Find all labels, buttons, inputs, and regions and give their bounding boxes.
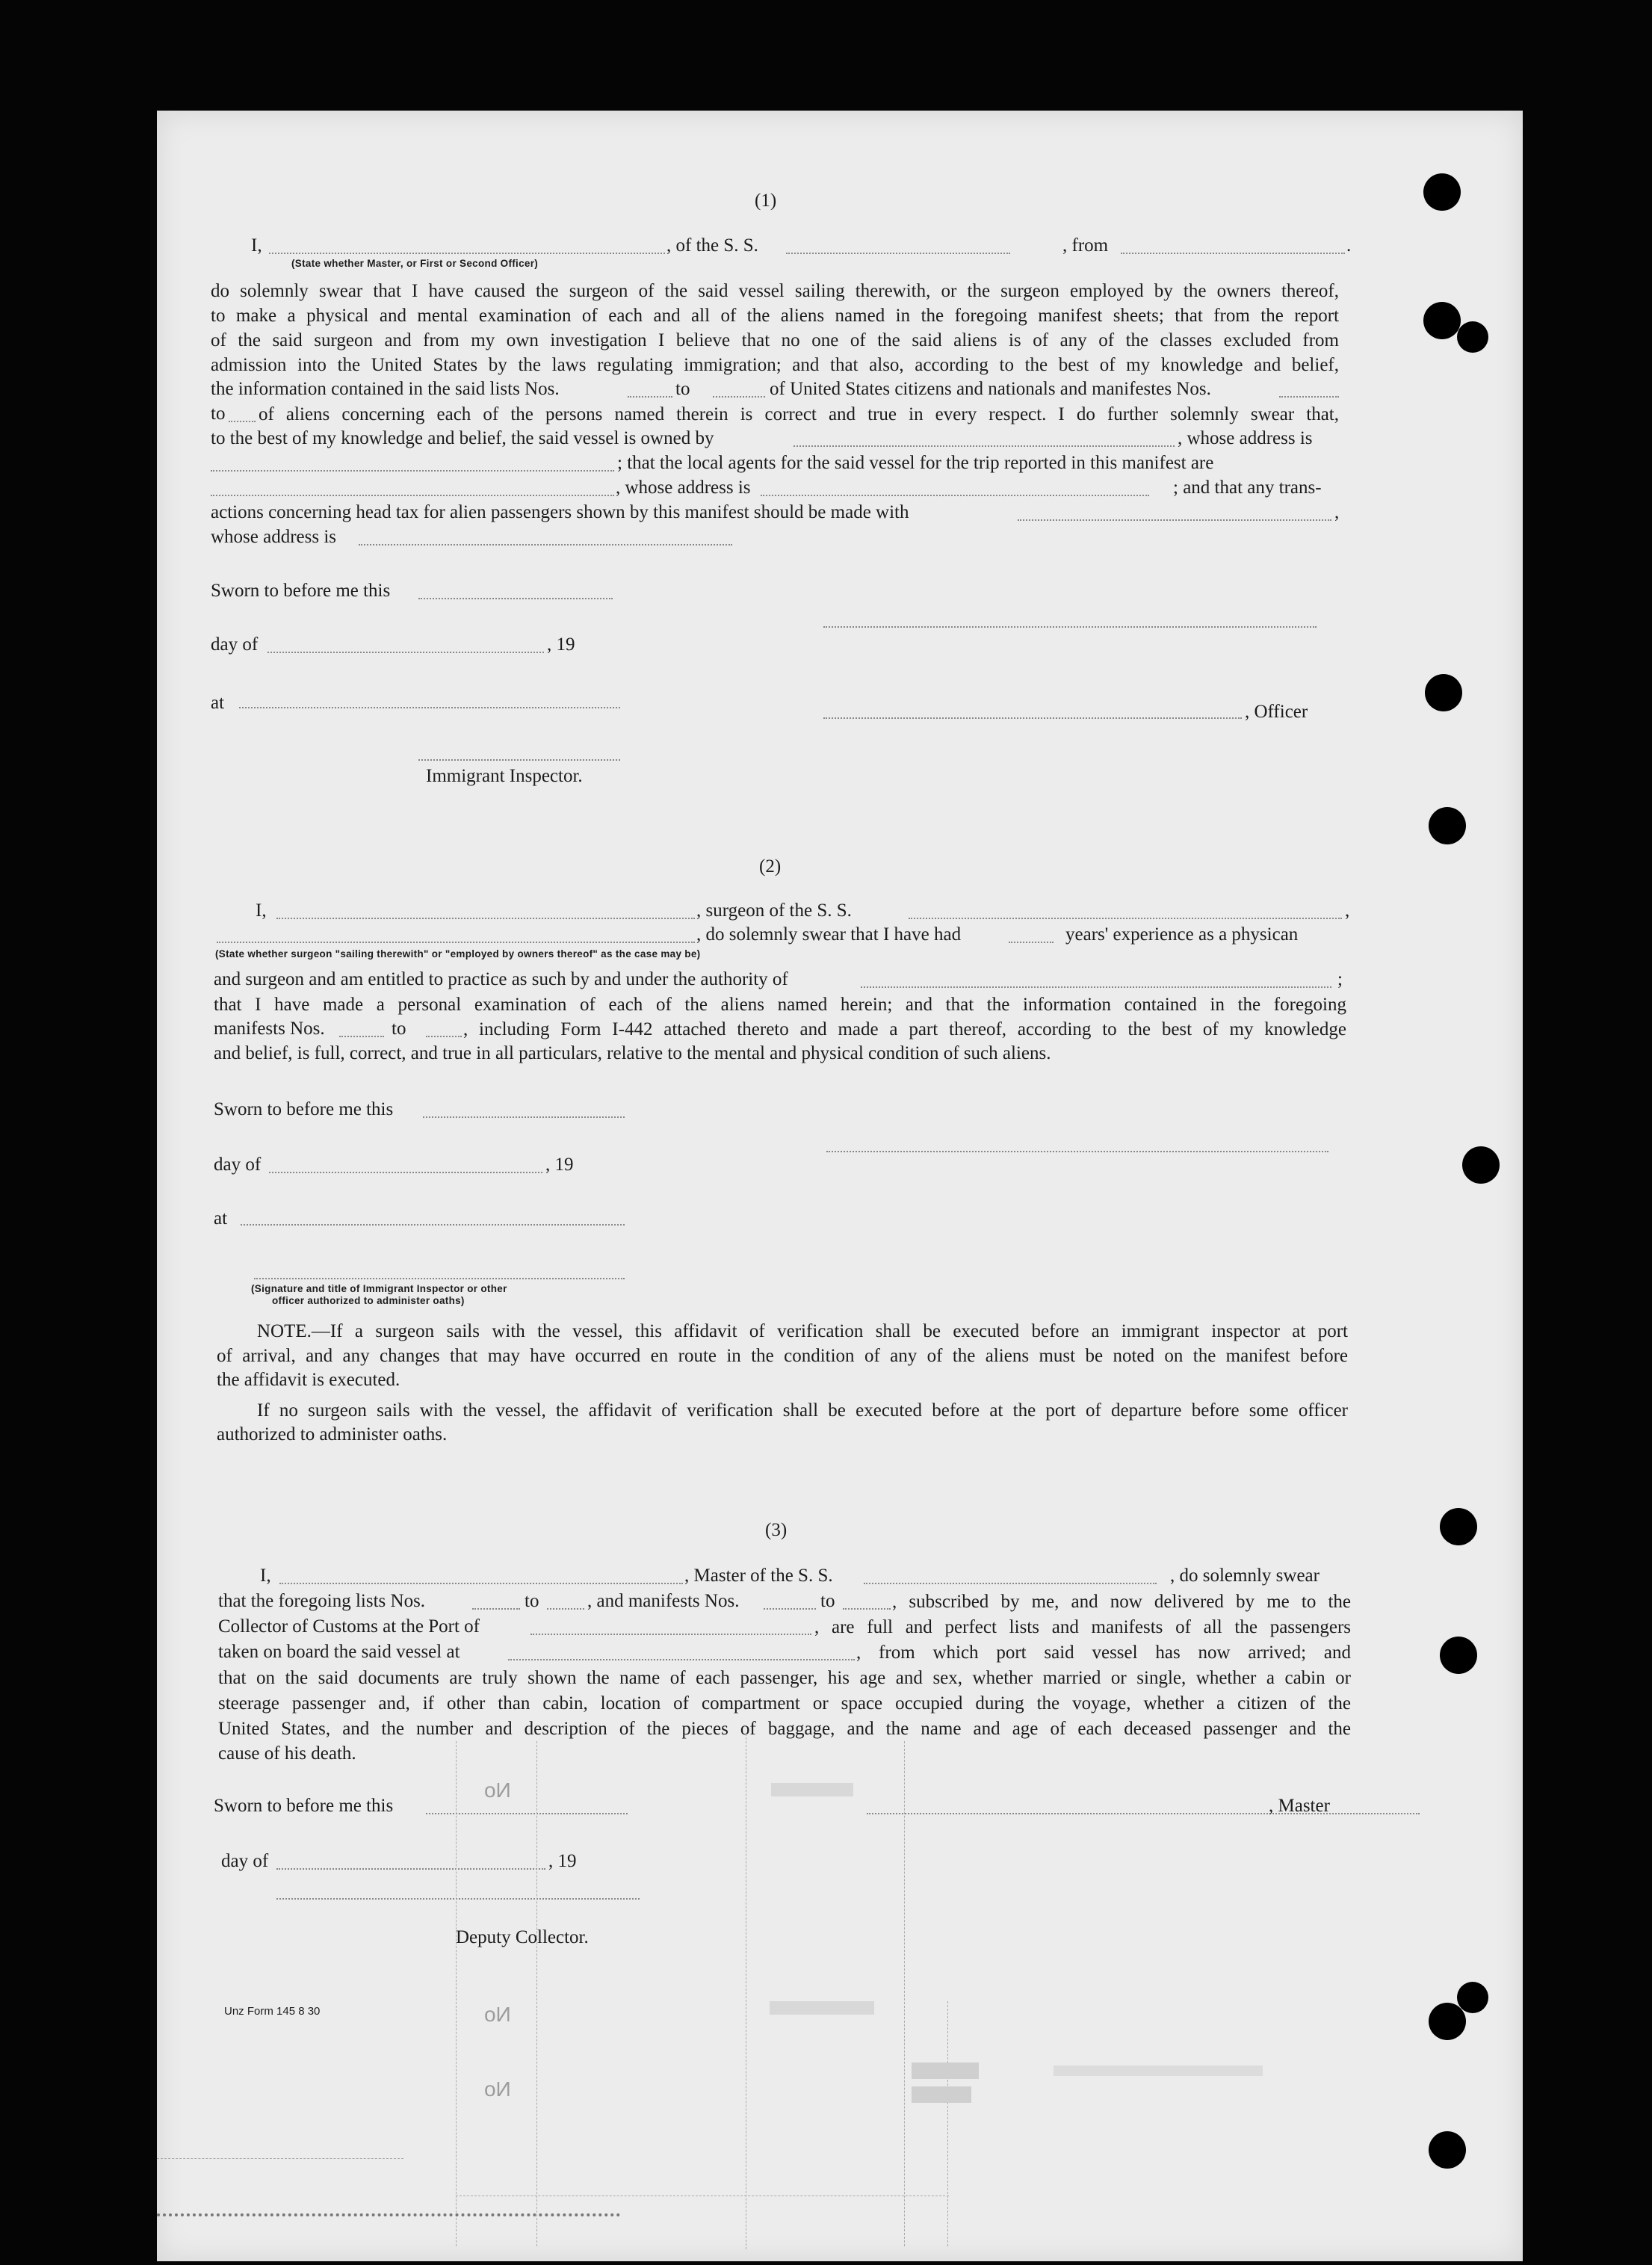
- s2-sig-note-2: officer authorized to administer oaths): [272, 1295, 465, 1306]
- punch-hole: [1429, 2003, 1466, 2040]
- s2-sworn-label: Sworn to before me this: [214, 1099, 394, 1119]
- s3-line4-b: , from which port said vessel has now arrived; and: [856, 1643, 1351, 1663]
- form-number: Unz Form 145 8 30: [224, 2005, 321, 2018]
- s3-text-line: that on the said documents are truly shown the name of each passenger, his age and sex, whether married or single, whether a cabin or: [218, 1668, 1351, 1688]
- bleed-rule: [157, 2213, 620, 2216]
- s1-at-blank: [239, 707, 620, 708]
- s2-line2-b: years' experience as a physican: [1065, 924, 1299, 945]
- s1-inspector-blank: [418, 759, 620, 761]
- s1-owner-address-blank: [211, 470, 614, 472]
- punch-hole: [1440, 1508, 1477, 1545]
- s1-line9-b: to: [675, 379, 690, 399]
- s1-vessel-blank: [786, 253, 1010, 254]
- s3-line2-e: , subscribed by me, and now delivered by me to the: [892, 1592, 1351, 1612]
- s1-text-line: to make a physical and mental examination of each and all of the aliens named in the foregoing manifest sheets; that from the report: [211, 306, 1339, 326]
- s2-years-blank: [1009, 942, 1054, 943]
- s3-deputy-label: Deputy Collector.: [456, 1927, 589, 1947]
- punch-hole: [1425, 674, 1462, 711]
- s3-sworn-label: Sworn to before me this: [214, 1796, 394, 1816]
- s3-line2-c: , and manifests Nos.: [587, 1591, 740, 1611]
- s3-line4-a: taken on board the said vessel at: [218, 1642, 460, 1662]
- s2-at-blank: [241, 1224, 625, 1226]
- s3-manifests-from-blank: [764, 1608, 816, 1610]
- s3-line8: cause of his death.: [218, 1743, 356, 1764]
- bleed-mark: No: [484, 2077, 511, 2101]
- s2-line5-b: to: [392, 1019, 406, 1039]
- s1-inspector-label: Immigrant Inspector.: [426, 766, 583, 786]
- s2-line1-ss: , surgeon of the S. S.: [696, 900, 852, 921]
- s2-line1-i: I,: [256, 900, 267, 921]
- s1-line11-a: to the best of my knowledge and belief, the said vessel is owned by: [211, 428, 714, 448]
- punch-hole: [1429, 807, 1466, 844]
- section-1-heading: (1): [755, 191, 777, 211]
- s3-line2-d: to: [820, 1591, 835, 1611]
- s3-day-blank: [276, 1868, 545, 1870]
- bleed-mark: [1054, 2065, 1263, 2076]
- bleed-rule: [456, 1741, 457, 2246]
- s2-manifests-to-blank: [426, 1036, 462, 1037]
- s2-year-label: , 19: [545, 1155, 574, 1175]
- manifest-page: [157, 111, 1523, 2261]
- punch-hole: [1429, 2131, 1466, 2169]
- punch-hole: [1423, 302, 1461, 339]
- s1-line10-b: of aliens concerning each of the persons named therein is correct and true in every respect. I do further solemnly swear that,: [259, 404, 1339, 424]
- s3-day-label: day of: [221, 1851, 269, 1871]
- bleed-mark: [912, 2062, 979, 2079]
- s1-officer-sign-blank: [823, 717, 1242, 719]
- bleed-rule: [157, 2158, 403, 2159]
- s1-officer-note: (State whether Master, or First or Second Officer): [291, 258, 539, 269]
- s2-note-2: of arrival, and any changes that may have occurred en route in the condition of any of the aliens must be noted on the manifest before: [217, 1346, 1348, 1366]
- punch-hole: [1462, 1146, 1500, 1184]
- s2-manifests-from-blank: [339, 1036, 384, 1037]
- s1-line11-b: , whose address is: [1178, 428, 1313, 448]
- s1-line13-a: , whose address is: [616, 478, 751, 498]
- s1-officer-blank: [269, 253, 665, 254]
- s2-note-4: If no surgeon sails with the vessel, the affidavit of verification shall be executed before at the port of departure before some officer: [257, 1400, 1348, 1421]
- s2-vessel-blank: [909, 918, 1342, 919]
- punch-hole: [1423, 173, 1461, 211]
- s1-line14-a: actions concerning head tax for alien passengers shown by this manifest should be made with: [211, 502, 909, 522]
- s1-lists-to-blank: [713, 396, 765, 398]
- punch-hole: [1457, 1982, 1488, 2013]
- s2-line5-c: , including Form I-442 attached thereto and made a part thereof, according to the best of my knowledge: [463, 1019, 1346, 1039]
- s1-sworn-blank: [418, 598, 613, 599]
- punch-hole: [1457, 321, 1488, 353]
- s3-year-label: , 19: [548, 1851, 577, 1871]
- s2-line6: and belief, is full, correct, and true in all particulars, relative to the mental and physical condition of such aliens.: [214, 1043, 1051, 1063]
- s2-line2-a: , do solemnly swear that I have had: [696, 924, 962, 945]
- s2-type-blank: [217, 942, 695, 943]
- s3-boarding-port-blank: [508, 1659, 855, 1660]
- s1-line14-b: ,: [1334, 502, 1340, 522]
- s3-text-line: steerage passenger and, if other than cabin, location of compartment or space occupied during the voyage, whether a citizen of the: [218, 1693, 1351, 1714]
- s1-at-label: at: [211, 693, 225, 713]
- s1-line1-ss: , of the S. S.: [666, 235, 758, 256]
- s2-sworn-blank: [423, 1116, 625, 1118]
- s1-agents-blank: [211, 495, 614, 496]
- s1-lists-from-blank: [628, 396, 672, 398]
- s2-sworn-right-blank: [826, 1151, 1328, 1152]
- s2-line1-end: ,: [1345, 900, 1350, 921]
- s1-line12: ; that the local agents for the said vessel for the trip reported in this manifest are: [617, 453, 1214, 473]
- s3-port-blank: [530, 1634, 811, 1635]
- s3-master-blank: [279, 1583, 683, 1584]
- section-3-heading: (3): [765, 1520, 788, 1540]
- bleed-mark: [770, 2001, 874, 2015]
- s2-surgeon-note: (State whether surgeon "sailing therewith" or "employed by owners thereof" as the case may be): [215, 948, 701, 960]
- s3-line3-a: Collector of Customs at the Port of: [218, 1616, 480, 1637]
- s2-line5-a: manifests Nos.: [214, 1019, 325, 1039]
- s1-line10-a: to: [211, 404, 226, 424]
- bleed-rule: [904, 1741, 905, 2246]
- s2-line3-b: ;: [1337, 969, 1343, 989]
- s2-day-label: day of: [214, 1155, 262, 1175]
- bleed-mark: [771, 1783, 853, 1796]
- bleed-rule: [536, 1741, 537, 2246]
- s2-signature-blank: [254, 1278, 625, 1279]
- bleed-mark: No: [484, 1779, 511, 1802]
- s3-line1-i: I,: [260, 1566, 271, 1586]
- s1-line15: whose address is: [211, 527, 337, 547]
- s1-sworn-label: Sworn to before me this: [211, 581, 391, 601]
- punch-hole: [1440, 1637, 1477, 1674]
- s3-line3-b: , are full and perfect lists and manifests of all the passengers: [814, 1617, 1351, 1637]
- s1-owner-blank: [793, 445, 1175, 447]
- s3-line2-a: that the foregoing lists Nos.: [218, 1591, 426, 1611]
- s1-line9-c: of United States citizens and nationals and manifestes Nos.: [770, 379, 1211, 399]
- s3-vessel-blank: [864, 1583, 1157, 1584]
- s1-text-line: of the said surgeon and from my own investigation I believe that no one of the said aliens is of any of the classes excluded from: [211, 330, 1339, 350]
- s1-text-line: do solemnly swear that I have caused the surgeon of the said vessel sailing therewith, or the surgeon employed by the owners thereof,: [211, 281, 1339, 301]
- s3-line1-swear: , do solemnly swear: [1170, 1566, 1320, 1586]
- s3-master-sign-blank: [867, 1813, 1420, 1814]
- s1-headtax-address-blank: [359, 544, 732, 546]
- bleed-rule: [947, 2001, 948, 2246]
- s1-manifests-blank: [1279, 396, 1339, 398]
- s2-sig-note-1: (Signature and title of Immigrant Inspector or other: [251, 1283, 507, 1294]
- s3-line2-b: to: [525, 1591, 539, 1611]
- s3-manifests-to-blank: [843, 1608, 891, 1610]
- s3-master-label: , Master: [1269, 1796, 1330, 1816]
- s2-line4: that I have made a personal examination of each of the aliens named herein; and that the information contained in the foregoing: [214, 995, 1346, 1015]
- s2-note-5: authorized to administer oaths.: [217, 1424, 448, 1444]
- s1-line13-b: ; and that any trans-: [1173, 478, 1322, 498]
- s1-officer-label: , Officer: [1245, 702, 1308, 722]
- s1-from-blank: [1121, 253, 1345, 254]
- s1-line1-end: .: [1346, 235, 1352, 256]
- bleed-mark: No: [484, 2003, 511, 2026]
- s1-line9-a: the information contained in the said lists Nos.: [211, 379, 560, 399]
- bleed-mark: [912, 2086, 971, 2103]
- s1-text-line: admission into the United States by the laws regulating immigration; and that also, according to the best of my knowledge and belief,: [211, 355, 1339, 375]
- s2-surgeon-blank: [276, 918, 695, 919]
- s2-day-blank: [269, 1172, 542, 1173]
- s1-year-label: , 19: [547, 634, 575, 655]
- s1-agents-address-blank: [761, 495, 1149, 496]
- s2-note-1: NOTE.—If a surgeon sails with the vessel, this affidavit of verification shall be executed before an immigrant inspector at port: [257, 1321, 1348, 1341]
- s2-at-label: at: [214, 1208, 228, 1229]
- s3-deputy-blank: [276, 1898, 640, 1900]
- s1-line1-from: , from: [1062, 235, 1109, 256]
- s2-note-3: the affidavit is executed.: [217, 1370, 400, 1390]
- section-2-heading: (2): [759, 856, 782, 877]
- s2-line3-a: and surgeon and am entitled to practice as such by and under the authority of: [214, 969, 788, 989]
- s1-day-label: day of: [211, 634, 259, 655]
- s1-day-blank: [267, 652, 544, 653]
- s3-text-line: United States, and the number and description of the pieces of baggage, and the name and age of each deceased passenger and the: [218, 1719, 1351, 1739]
- s3-line1-ss: , Master of the S. S.: [684, 1566, 833, 1586]
- s1-headtax-blank: [1018, 519, 1331, 521]
- s1-manifests-to-blank: [229, 421, 256, 422]
- s2-authority-blank: [861, 986, 1331, 988]
- s3-lists-from-blank: [472, 1608, 520, 1610]
- s3-lists-to-blank: [547, 1608, 584, 1610]
- s1-sworn-right-blank: [823, 626, 1317, 628]
- s1-line1-i: I,: [251, 235, 262, 256]
